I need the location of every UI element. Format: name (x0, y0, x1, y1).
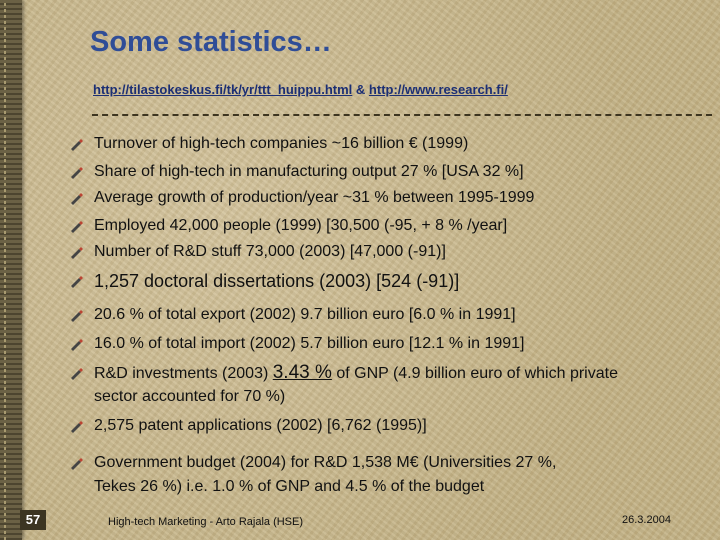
slide-title: Some statistics… (90, 26, 332, 58)
statistics-link[interactable]: http://tilastokeskus.fi/tk/yr/ttt_huippu.html (93, 82, 353, 97)
pencil-bullet-icon (70, 367, 83, 380)
bullet-text: 2,575 patent applications (2002) [6,762 (1995)] (94, 417, 427, 434)
rd-highlight: 3.43 % (272, 362, 332, 383)
source-links (93, 82, 508, 97)
spiral-binding (0, 0, 22, 540)
pencil-bullet-icon (70, 220, 83, 233)
bullet-text: Turnover of high-tech companies ~16 billion € (1999) (94, 135, 469, 152)
pencil-bullet-icon (70, 138, 83, 151)
pencil-bullet-icon (70, 309, 83, 322)
bullet-text: 1,257 doctoral dissertations (2003) [524 (-91)] (94, 271, 460, 291)
bullet-text: 16.0 % of total import (2002) 5.7 billion euro [12.1 % in 1991] (94, 335, 525, 352)
pencil-bullet-icon (70, 192, 83, 205)
bullet-text: Average growth of production/year ~31 % between 1995-1999 (94, 189, 535, 206)
slide-number: 57 (20, 510, 46, 530)
link-separator: & (352, 82, 369, 97)
rd-text-line2: sector accounted for 70 %) (94, 388, 286, 405)
pencil-bullet-icon (70, 420, 83, 433)
footer-date: 26.3.2004 (622, 514, 671, 526)
pencil-bullet-icon (70, 457, 83, 470)
pencil-bullet-icon (70, 166, 83, 179)
pencil-bullet-icon (70, 246, 83, 259)
pencil-bullet-icon (70, 338, 83, 351)
research-link[interactable]: http://www.research.fi/ (368, 82, 508, 97)
divider (92, 114, 712, 116)
bullet-text: Number of R&D stuff 73,000 (2003) [47,000 (-91)] (94, 243, 446, 260)
bullet-text: Employed 42,000 people (1999) [30,500 (-95, + 8 % /year] (94, 217, 508, 234)
budget-text-line1: Government budget (2004) for R&D 1,538 M€ (Universities 27 %, (94, 454, 557, 471)
pencil-bullet-icon (70, 275, 83, 288)
bullet-text: Share of high-tech in manufacturing output 27 % [USA 32 %] (94, 163, 524, 180)
rd-text-post: of GNP (4.9 billion euro of which private (331, 365, 618, 382)
bullet-text (94, 363, 618, 384)
footer-text: High-tech Marketing - Arto Rajala (HSE) (108, 516, 304, 528)
bullet-text: 20.6 % of total export (2002) 9.7 billion euro [6.0 % in 1991] (94, 306, 516, 323)
rd-text-pre: R&D investments (2003) (94, 365, 273, 382)
budget-text-line2: Tekes 26 %) i.e. 1.0 % of GNP and 4.5 % of the budget (94, 478, 485, 495)
